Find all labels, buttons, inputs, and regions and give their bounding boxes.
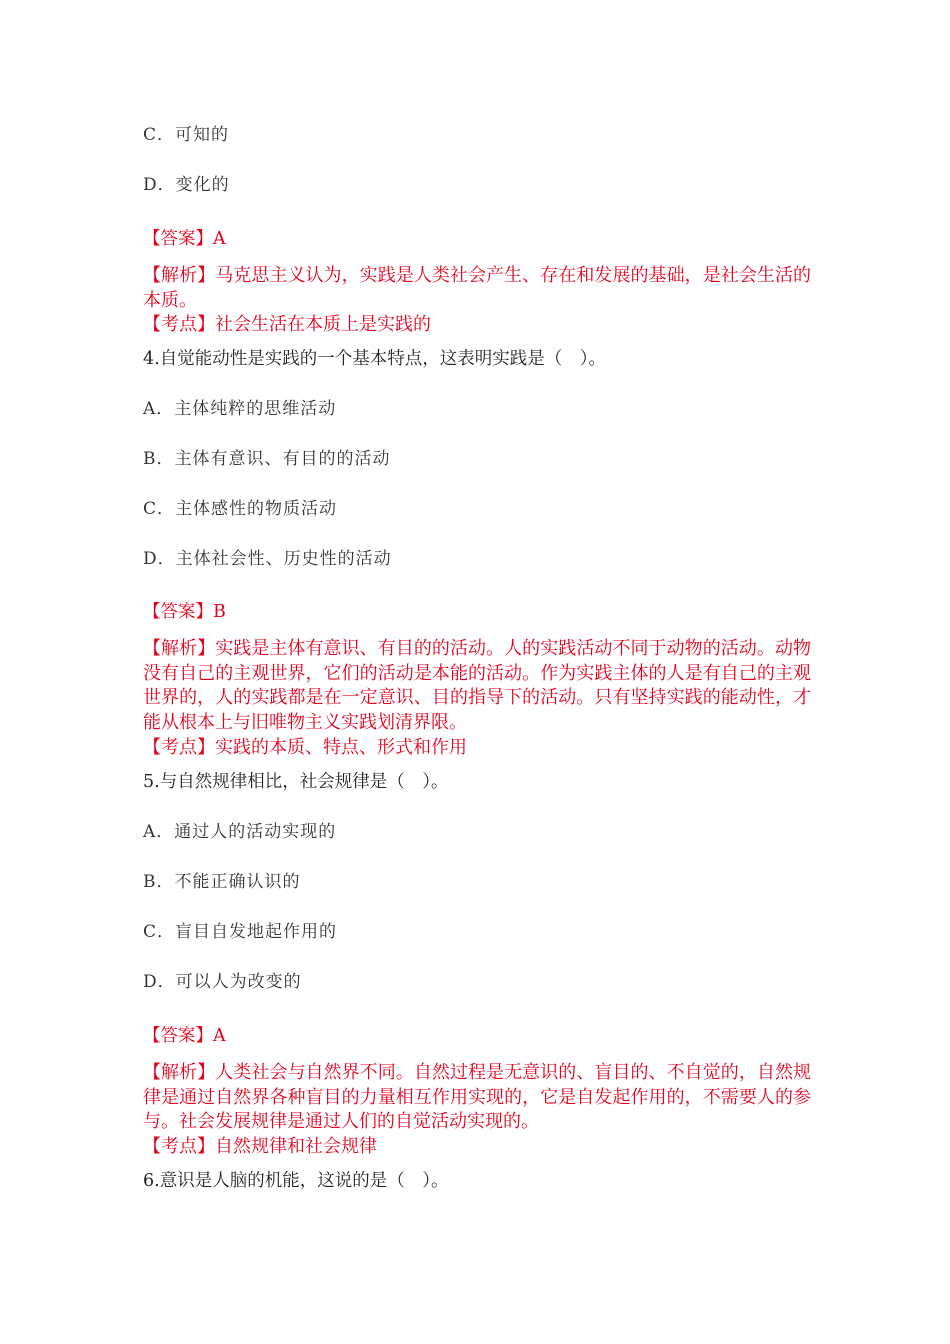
q4-option-c: C．主体感性的物质活动 bbox=[143, 499, 338, 519]
q5-option-b: B．不能正确认识的 bbox=[143, 872, 301, 892]
q5-key-point: 【考点】自然规律和社会规律 bbox=[143, 1136, 377, 1157]
q4-option-d: D．主体社会性、历史性的活动 bbox=[143, 549, 392, 569]
q4-option-b: B．主体有意识、有目的的活动 bbox=[143, 449, 391, 469]
q3-key-point: 【考点】社会生活在本质上是实践的 bbox=[143, 314, 431, 335]
q5-analysis: 【解析】人类社会与自然界不同。自然过程是无意识的、盲目的、不自觉的，自然规律是通过自然界各种盲目的力量相互作用实现的，它是自发起作用的，不需要人的参与。社会发展规律是通过人们的自觉活动实现的。 bbox=[143, 1062, 811, 1132]
q3-answer: 【答案】A bbox=[143, 229, 226, 249]
q4-question: 4.自觉能动性是实践的一个基本特点，这表明实践是（ ）。 bbox=[143, 349, 606, 369]
q6-question: 6.意识是人脑的机能，这说的是（ ）。 bbox=[143, 1171, 449, 1191]
q3-option-d: D．变化的 bbox=[143, 175, 230, 195]
q5-option-a: A．通过人的活动实现的 bbox=[143, 822, 337, 842]
q5-option-d: D．可以人为改变的 bbox=[143, 972, 302, 992]
q4-analysis: 【解析】实践是主体有意识、有目的的活动。人的实践活动不同于动物的活动。动物没有自己的主观世界，它们的活动是本能的活动。作为实践主体的人是有自己的主观世界的，人的实践都是在一定意识、目的指导下的活动。只有坚持实践的能动性，才能从根本上与旧唯物主义实践划清界限。 bbox=[143, 638, 811, 733]
q3-option-c: C．可知的 bbox=[143, 125, 230, 145]
q4-key-point: 【考点】实践的本质、特点、形式和作用 bbox=[143, 737, 467, 758]
q5-option-c: C．盲目自发地起作用的 bbox=[143, 922, 338, 942]
q5-question: 5.与自然规律相比，社会规律是（ ）。 bbox=[143, 772, 449, 792]
q5-answer: 【答案】A bbox=[143, 1026, 226, 1046]
q4-answer: 【答案】B bbox=[143, 602, 226, 622]
q4-option-a: A．主体纯粹的思维活动 bbox=[143, 399, 337, 419]
q3-analysis: 【解析】马克思主义认为，实践是人类社会产生、存在和发展的基础，是社会生活的本质。 bbox=[143, 265, 811, 311]
